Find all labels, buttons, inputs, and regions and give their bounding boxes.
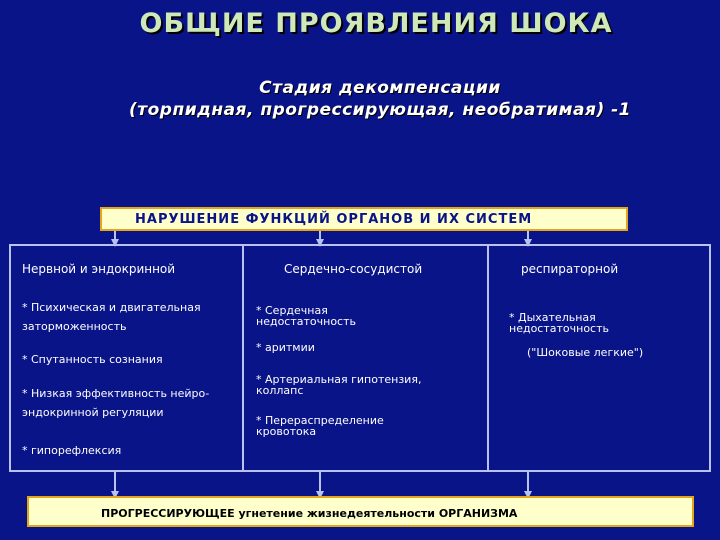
organ-dysfunction-label: НАРУШЕНИЕ ФУНКЦИЙ ОРГАНОВ И ИХ СИСТЕМ [135,212,533,227]
column-heading-cardio: Сердечно-сосудистой [284,262,423,276]
stage-subtitle: Стадия декомпенсации [259,78,501,98]
progressive-depression-label: ПРОГРЕССИРУЮЩЕЕ угнетение жизнедеятельности ОРГАНИЗМА [101,507,518,520]
stage-subtitle-detail: (торпидная, прогрессирующая, необратимая) -1 [128,100,632,120]
column-heading-respiratory: респираторной [521,262,619,276]
symptom-item: * Перераспределение кровотока [256,414,384,438]
symptom-item: * гипорефлексия [22,444,122,457]
page-title: ОБЩИЕ ПРОЯВЛЕНИЯ ШОКА [139,8,613,39]
symptom-item: ("Шоковые легкие") [527,346,644,359]
symptom-item: * Дыхательная недостаточность [509,311,609,335]
symptom-item: * Низкая эффективность нейро-эндокринной регуляции [22,387,210,419]
symptom-item: * аритмии [256,341,315,354]
symptom-item: * Спутанность сознания [22,353,163,366]
column-divider [242,246,244,470]
symptom-item: * Психическая и двигательная заторможенность [22,301,201,333]
column-divider [487,246,489,470]
progressive-depression-box [27,496,694,527]
symptom-item: * Артериальная гипотензия, коллапс [256,373,422,397]
symptom-item: * Сердечная недостаточность [256,304,356,328]
column-heading-nervous: Нервной и эндокринной [22,262,176,276]
